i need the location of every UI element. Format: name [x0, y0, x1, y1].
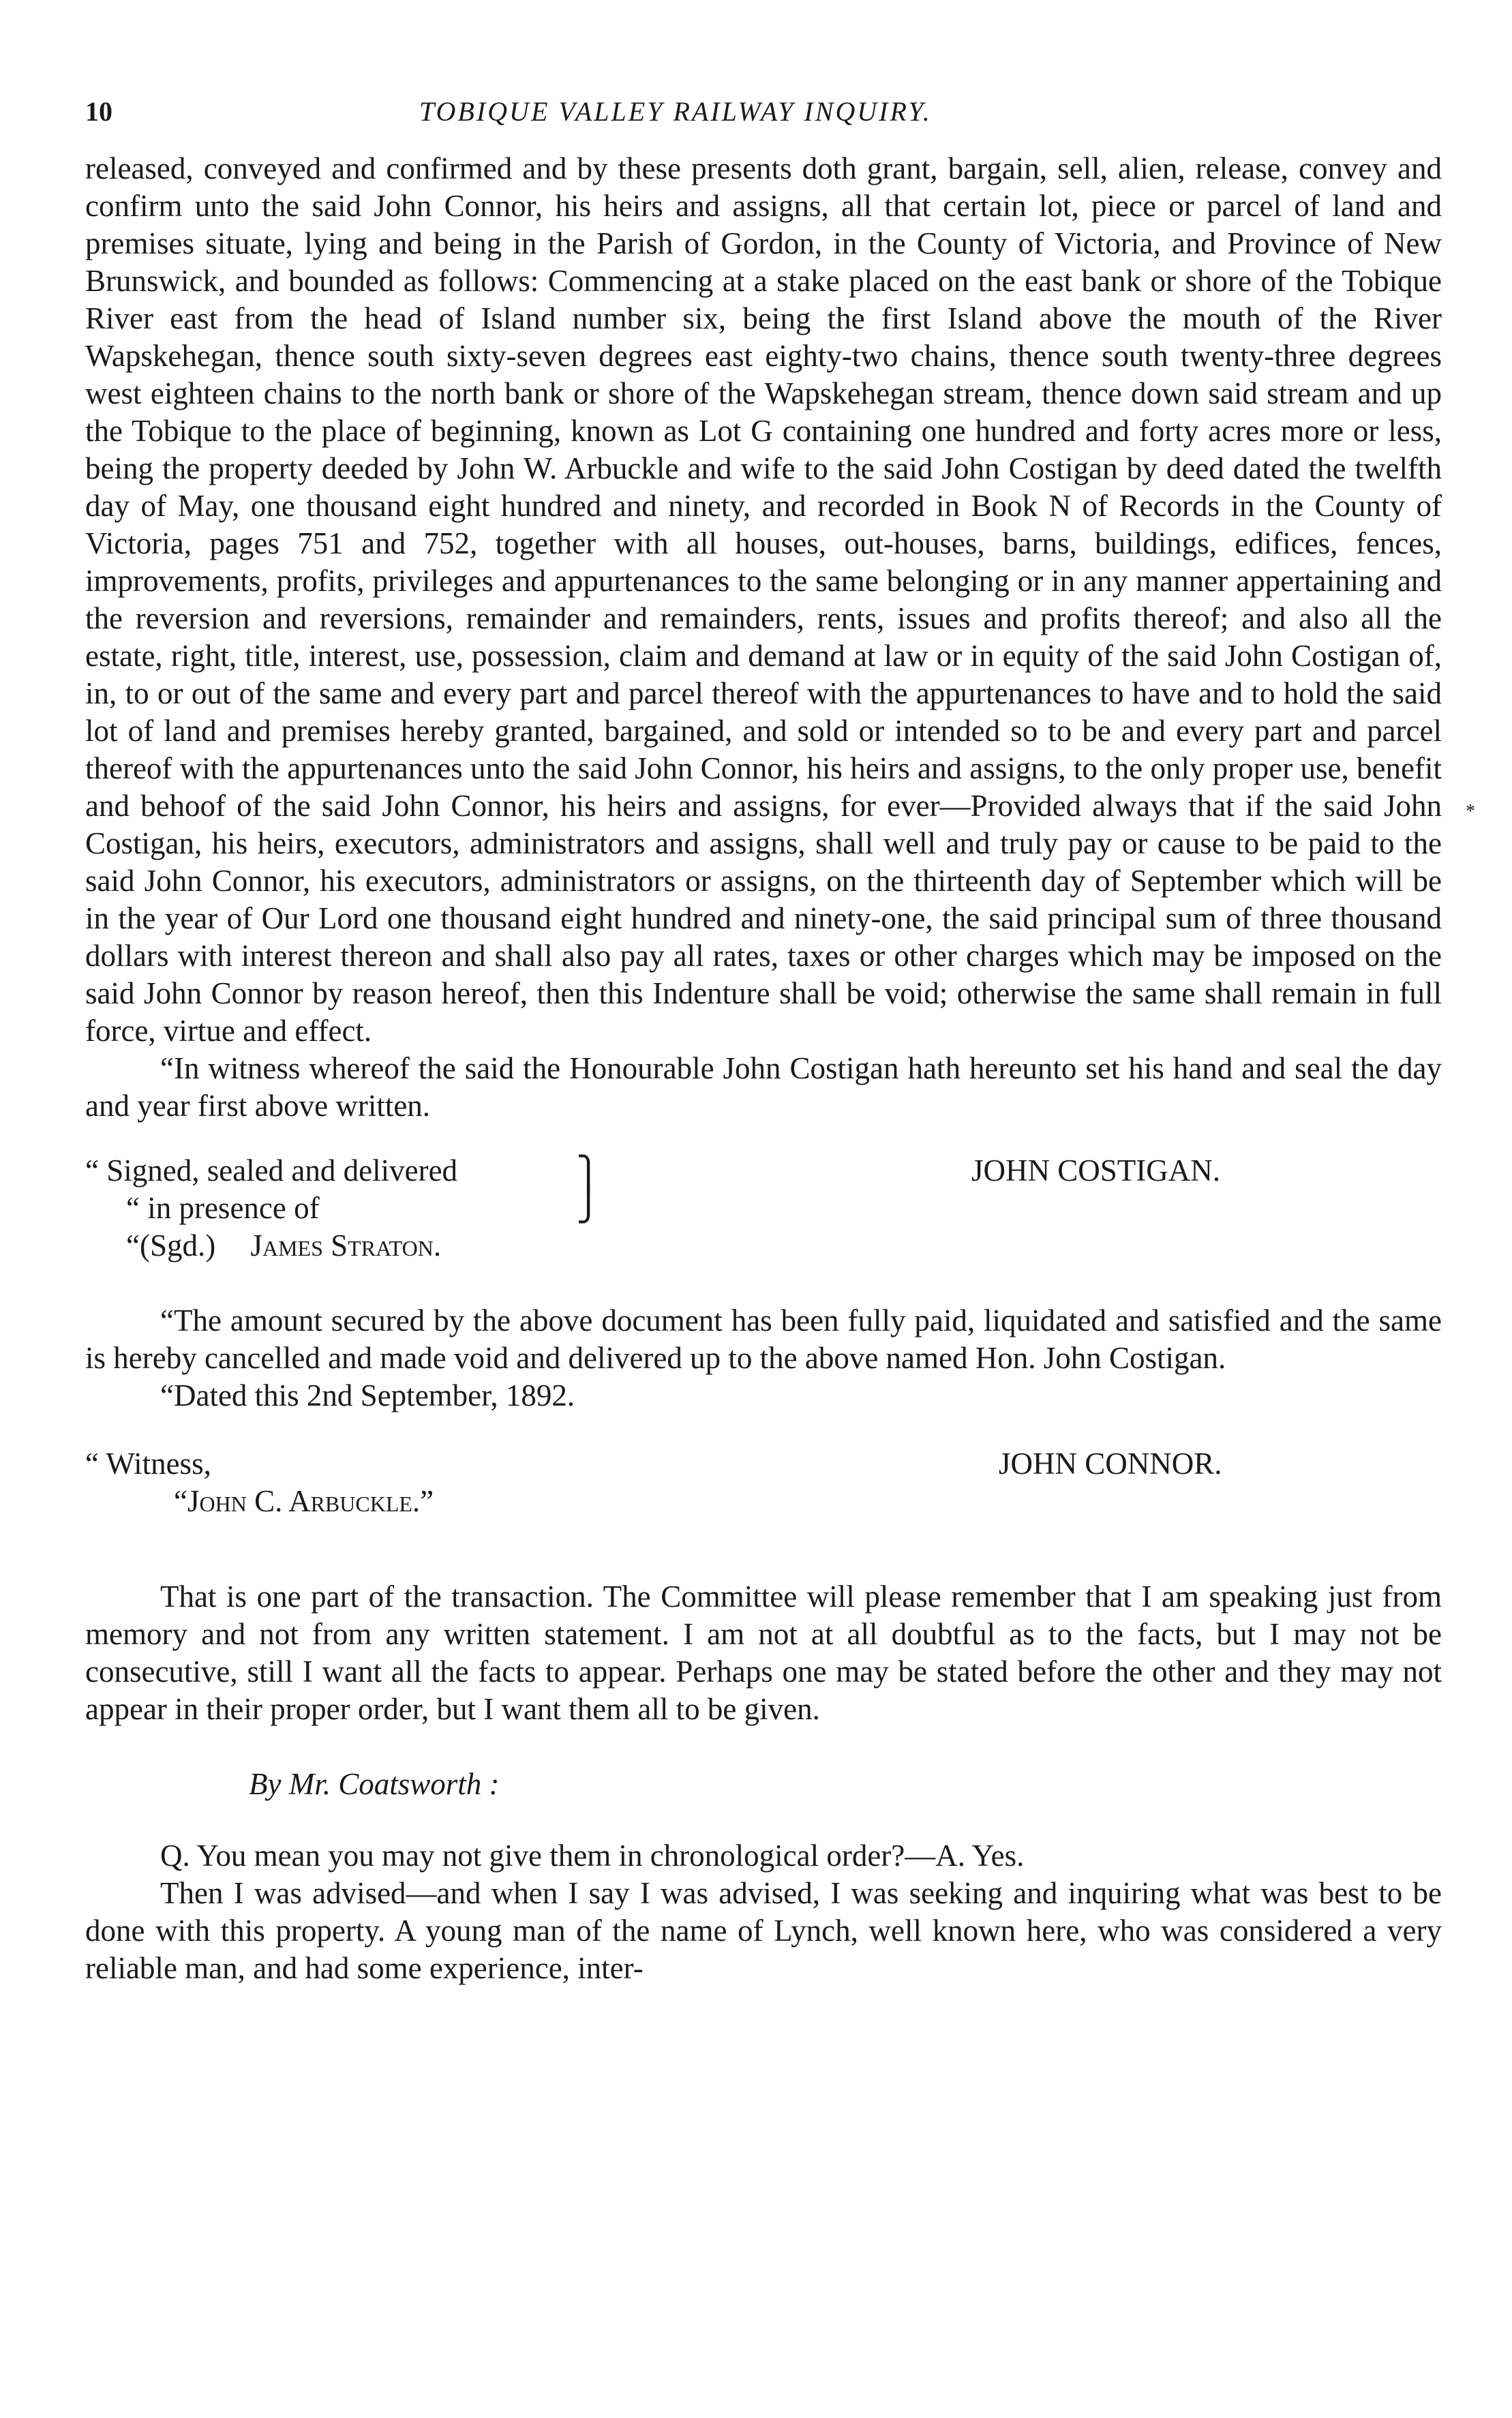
- witness-paragraph: “In witness whereof the said the Honourable John Costigan hath hereunto set his hand and seal the day and year first above written.: [85, 1051, 1442, 1123]
- running-title: TOBIQUE VALLEY RAILWAY INQUIRY.: [419, 96, 932, 127]
- attestation-line-2: “ in presence of: [126, 1191, 320, 1225]
- signature-block-connor: [85, 1445, 1442, 1530]
- signer-connor: JOHN CONNOR.: [999, 1447, 1222, 1481]
- witness-line-2: “John C. Arbuckle.”: [174, 1484, 434, 1518]
- final-paragraph: Then I was advised—and when I say I was advised, I was seeking and inquiring what was best to be done with this property. A young man of the name of Lynch, well known here, who was considered a very reliable man, and had some experience, inter-: [85, 1876, 1442, 1985]
- page-number: 10: [85, 96, 112, 127]
- margin-asterisk: *: [1466, 801, 1475, 822]
- transaction-paragraph: That is one part of the transaction. The Committee will please remember that I am speaking just from memory and not from any written statement. I am not at all doubtful as to the facts, but I may not be consecutive, still I want all the facts to appear. Perhaps one may be stated before the other and they may not appear in their proper order, but I want them all to be given.: [85, 1580, 1442, 1726]
- witness-lines: [85, 1445, 434, 1520]
- witness-name-straton: James Straton.: [250, 1228, 442, 1263]
- question-line: Q. You mean you may not give them in chronological order?—A. Yes.: [160, 1839, 1025, 1873]
- release-paragraph: “The amount secured by the above document has been fully paid, liquidated and satisfied and the same is hereby cancelled and made void and delivered up to the above named Hon. John Costigan.: [85, 1303, 1442, 1375]
- signer-costigan: JOHN COSTIGAN.: [971, 1153, 1221, 1188]
- examiner-heading: By Mr. Coatsworth :: [249, 1767, 500, 1801]
- attestation-lines: [85, 1152, 457, 1265]
- witness-line-1: “ Witness,: [85, 1447, 211, 1481]
- brace-bottom: ⎭: [576, 1187, 601, 1223]
- signature-block-costigan: [85, 1152, 1442, 1278]
- dated-line: “Dated this 2nd September, 1892.: [160, 1378, 575, 1412]
- document-page: [85, 95, 1442, 1987]
- sgd-prefix: “(Sgd.): [126, 1228, 216, 1263]
- attestation-line-3: [85, 1227, 457, 1265]
- attestation-line-1: “ Signed, sealed and delivered: [85, 1153, 458, 1188]
- brace-top: ⎫: [576, 1156, 601, 1192]
- deed-paragraph: released, conveyed and confirmed and by these presents doth grant, bargain, sell, alien, release, convey and confirm unto the said John Connor, his heirs and assigns, all that certain lot, piece or parcel of land and premises situate, lying and being in the Parish of Gordon, in the County of Victoria, and Province of New Brunswick, and bounded as follows: Commencing at a stake placed on the east bank or shore of the Tobique River east from the head of Island number six, being the first Island above the mouth of the River Wapskehegan, thence south sixty-seven degrees east eighty-two chains, thence south twenty-three degrees west eighteen chains to the north bank or shore of the Wapskehegan stream, thence down said stream and up the Tobique to the place of beginning, known as Lot G containing one hundred and forty acres more or less, being the property deeded by John W. Arbuckle and wife to the said John Costigan by deed dated the twelfth day of May, one thousand eight hundred and ninety, and recorded in Book N of Records in the County of Victoria, pages 751 and 752, together with all houses, out-houses, barns, buildings, edifices, fences, improvements, profits, privileges and appurtenances to the same belonging or in any manner appertaining and the reversion and reversions, remainder and remainders, rents, issues and profits thereof; and also all the estate, right, title, interest, use, possession, claim and demand at law or in equity of the said John Costigan of, in, to or out of the same and every part and parcel thereof with the appurtenances to have and to hold the said lot of land and premises hereby granted, bargained, and sold or intended so to be and every part and parcel thereof with the appurtenances unto the said John Connor, his heirs and assigns, to the only proper use, benefit and behoof of the said John Connor, his heirs and assigns, for ever—Provided always that if the said John Costigan, his heirs, executors, administrators and assigns, shall well and truly pay or cause to be paid to the said John Connor, his executors, administrators or assigns, on the thirteenth day of September which will be in the year of Our Lord one thousand eight hundred and ninety-one, the said principal sum of three thousand dollars with interest thereon and shall also pay all rates, taxes or other charges which may be imposed on the said John Connor by reason hereof, then this Indenture shall be void; otherwise the same shall remain in full force, virtue and effect.: [85, 151, 1442, 1048]
- running-head: [85, 95, 1442, 150]
